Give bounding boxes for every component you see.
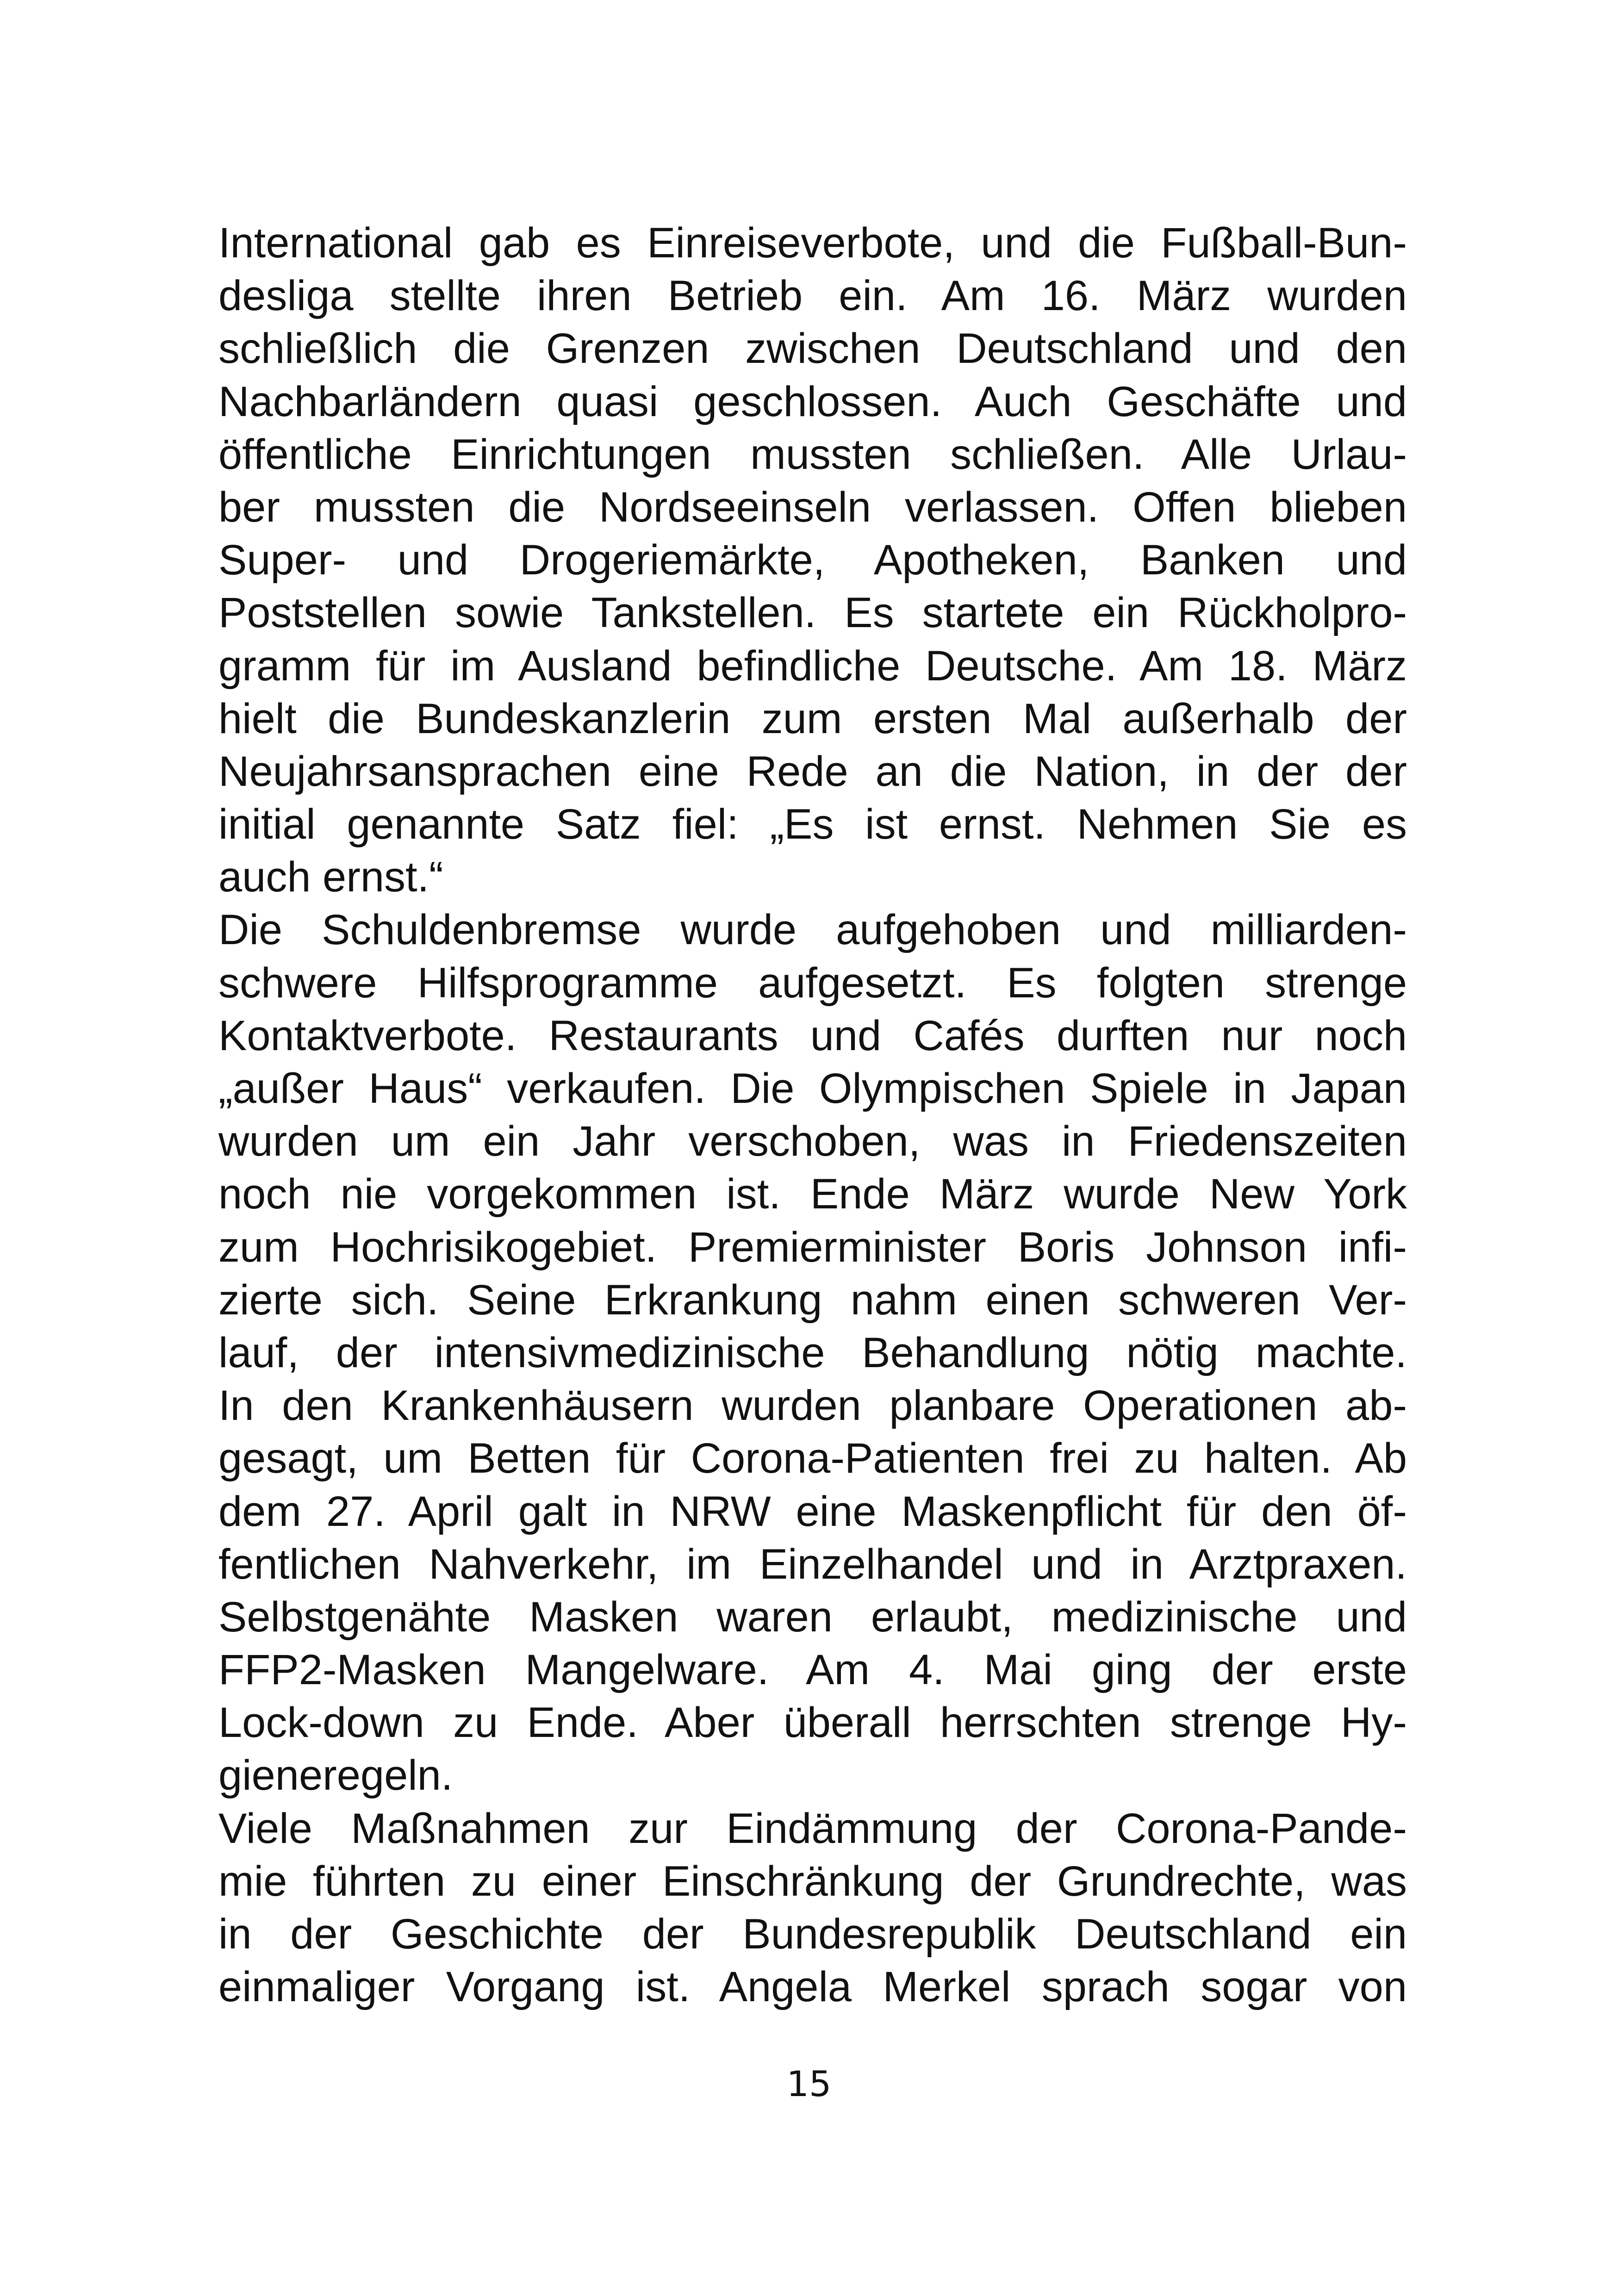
page-number: 15 (786, 2063, 832, 2104)
text-line: zierte sich. Seine Erkrankung nahm einen schweren Ver- (218, 1276, 1407, 1324)
text-line: gesagt, um Betten für Corona-Patienten frei zu halten. Ab (218, 1435, 1407, 1482)
text-line: „außer Haus“ verkaufen. Die Olympischen Spiele in Japan (218, 1065, 1407, 1112)
text-line: wurden um ein Jahr verschoben, was in Friedenszeiten (218, 1118, 1407, 1165)
text-line: Kontaktverbote. Restaurants und Cafés durften nur noch (218, 1012, 1407, 1059)
text-line: Die Schuldenbremse wurde aufgehoben und milliarden- (218, 906, 1407, 954)
text-line: Nachbarländern quasi geschlossen. Auch Geschäfte und (218, 378, 1407, 425)
paragraph-2 (218, 903, 1407, 1802)
text-line: einmaliger Vorgang ist. Angela Merkel sprach sogar von (218, 1963, 1407, 2011)
text-line: dem 27. April galt in NRW eine Maskenpflicht für den öf- (218, 1487, 1407, 1535)
text-line: FFP2-Masken Mangelware. Am 4. Mai ging der erste (218, 1646, 1407, 1694)
text-line: Neujahrsansprachen eine Rede an die Nation, in der der (218, 747, 1407, 795)
paragraph-3 (218, 1802, 1407, 2014)
text-line: Super- und Drogeriemärkte, Apotheken, Banken und (218, 536, 1407, 584)
text-line: lauf, der intensivmedizinische Behandlung nötig machte. (218, 1329, 1407, 1376)
text-line: Viele Maßnahmen zur Eindämmung der Corona-Pande- (218, 1804, 1407, 1852)
text-line: hielt die Bundeskanzlerin zum ersten Mal außerhalb der (218, 695, 1407, 742)
text-line: In den Krankenhäusern wurden planbare Operationen ab- (218, 1382, 1407, 1430)
text-line: Selbstgenähte Masken waren erlaubt, medizinische und (218, 1593, 1407, 1641)
text-line: schwere Hilfsprogramme aufgesetzt. Es folgten strenge (218, 959, 1407, 1007)
paragraph-1 (218, 217, 1407, 903)
text-line: desliga stellte ihren Betrieb ein. Am 16. März wurden (218, 272, 1407, 320)
text-line: in der Geschichte der Bundesrepublik Deutschland ein (218, 1910, 1407, 1958)
text-line: ber mussten die Nordseeinseln verlassen. Offen blieben (218, 483, 1407, 531)
text-line: fentlichen Nahverkehr, im Einzelhandel und in Arztpraxen. (218, 1540, 1407, 1588)
text-line: zum Hochrisikogebiet. Premierminister Boris Johnson infi- (218, 1223, 1407, 1271)
text-line: noch nie vorgekommen ist. Ende März wurde New York (218, 1170, 1407, 1218)
text-line: schließlich die Grenzen zwischen Deutschland und den (218, 325, 1407, 373)
text-line: mie führten zu einer Einschränkung der Grundrechte, was (218, 1857, 1407, 1905)
text-line: auch ernst.“ (218, 853, 443, 901)
body-text (218, 217, 1407, 2013)
text-line: gramm für im Ausland befindliche Deutsche. Am 18. März (218, 642, 1407, 690)
text-line: gieneregeln. (218, 1752, 453, 1799)
text-line: öffentliche Einrichtungen mussten schließen. Alle Urlau- (218, 430, 1407, 478)
text-line: Poststellen sowie Tankstellen. Es startete ein Rückholpro- (218, 589, 1407, 637)
text-line: International gab es Einreiseverbote, und die Fußball-Bun- (218, 219, 1407, 267)
text-line: Lock-down zu Ende. Aber überall herrschten strenge Hy- (218, 1699, 1407, 1747)
text-line: initial genannte Satz fiel: „Es ist ernst. Nehmen Sie es (218, 801, 1407, 848)
